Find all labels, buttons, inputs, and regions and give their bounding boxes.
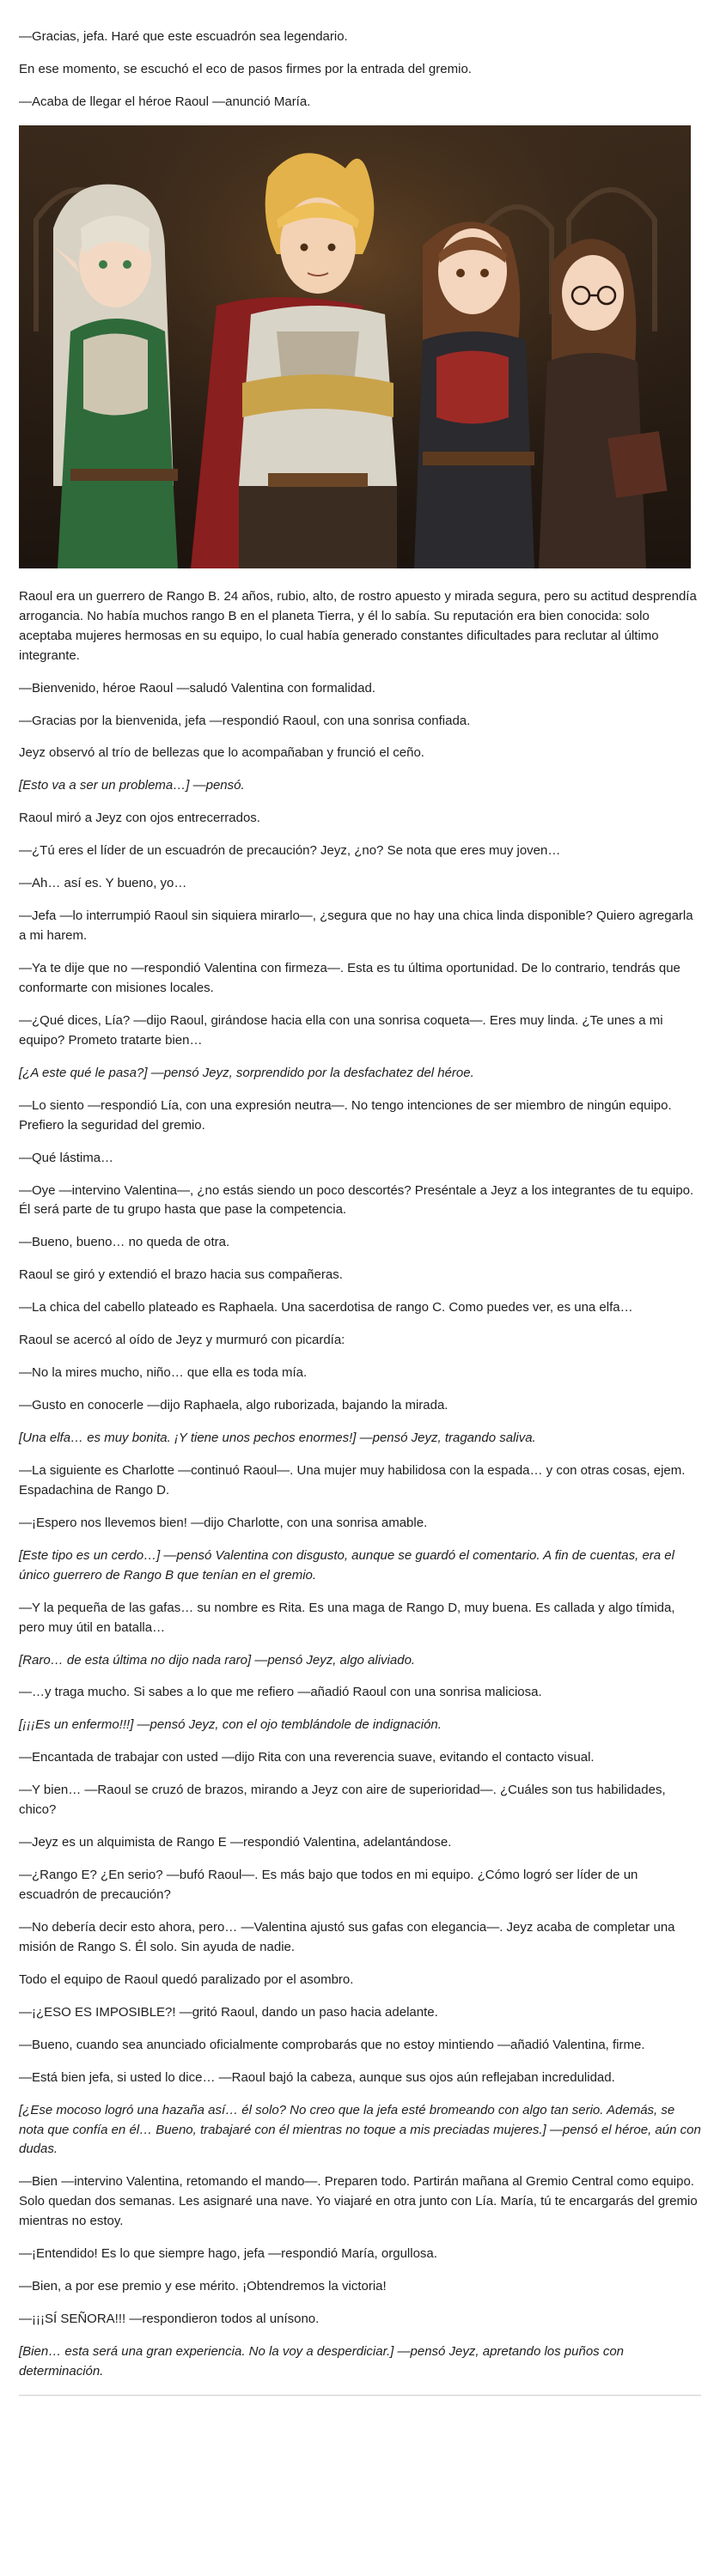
thought-paragraph: [¡¡¡Es un enfermo!!!] —pensó Jeyz, con el ojo temblándole de indignación. (19, 1717, 442, 1733)
paragraph: Raoul miró a Jeyz con ojos entrecerrados. (19, 811, 260, 826)
paragraph: —Está bien jefa, si usted lo dice… —Raoul bajó la cabeza, aunque sus ojos aún reflejaban incredulidad. (19, 2069, 615, 2085)
paragraph: —Bueno, bueno… no queda de otra. (19, 1235, 230, 1250)
paragraph: Todo el equipo de Raoul quedó paralizado por el asombro. (19, 1971, 354, 1987)
thought-paragraph: [Una elfa… es muy bonita. ¡Y tiene unos pechos enormes!] —pensó Jeyz, tragando saliva. (19, 1431, 536, 1445)
paragraph: —Gracias, jefa. Haré que este escuadrón sea legendario. (19, 29, 348, 44)
paragraph: Raoul era un guerrero de Rango B. 24 años, rubio, alto, de rostro apuesto y mirada segura, pero su actitud desprendía arrogancia. No había muchos rango B en el planeta Tierra, y él lo sabía. Su reputación era bien conocida: solo aceptaba mujeres hermosas en su equipo, lo cual había generado constantes dificultades para reclutar al último integrante. (19, 588, 697, 663)
paragraph: —Bien, a por ese premio y ese mérito. ¡Obtendremos la victoria! (19, 2279, 387, 2294)
paragraph: —¡Espero nos llevemos bien! —dijo Charlotte, con una sonrisa amable. (19, 1515, 428, 1530)
thought-paragraph: [Esto va a ser un problema…] —pensó. (19, 778, 245, 793)
paragraph: —¿Tú eres el líder de un escuadrón de precaución? Jeyz, ¿no? Se nota que eres muy joven… (19, 843, 561, 859)
anime-party-illustration-icon (19, 125, 691, 568)
thought-paragraph: [Este tipo es un cerdo…] —pensó Valentina con disgusto, aunque se guardó el comentario. A fin de cuentas, era el único guerrero de Rango B que tenían en el gremio. (19, 1547, 674, 1583)
paragraph: —…y traga mucho. Si sabes a lo que me refiero —añadió Raoul con una sonrisa maliciosa. (19, 1685, 542, 1700)
paragraph: En ese momento, se escuchó el eco de pasos firmes por la entrada del gremio. (19, 61, 472, 76)
paragraph: Raoul se acercó al oído de Jeyz y murmuró con picardía: (19, 1333, 345, 1348)
thought-paragraph: [¿Ese mocoso logró una hazaña así… él solo? No creo que la jefa esté bromeando con algo tan serio. Además, se nota que confía en él… Bueno, trabajaré con él mientras no toque a mis preciadas mujeres.] —pensó el héroe, aún con dudas. (19, 2102, 701, 2157)
paragraph: —Gusto en conocerle —dijo Raphaela, algo ruborizada, bajando la mirada. (19, 1398, 448, 1413)
paragraph: —No la mires mucho, niño… que ella es toda mía. (19, 1365, 308, 1381)
paragraph: —Encantada de trabajar con usted —dijo Rita con una reverencia suave, evitando el contacto visual. (19, 1750, 595, 1765)
paragraph: —Bienvenido, héroe Raoul —saludó Valentina con formalidad. (19, 680, 375, 696)
paragraph: —Ah… así es. Y bueno, yo… (19, 876, 187, 891)
paragraph: —Acaba de llegar el héroe Raoul —anunció María. (19, 94, 311, 109)
paragraph: —Qué lástima… (19, 1150, 114, 1165)
paragraph: —Y la pequeña de las gafas… su nombre es Rita. Es una maga de Rango D, muy buena. Es callada y algo tímida, pero muy útil en batalla… (19, 1600, 675, 1635)
paragraph: Jeyz observó al trío de bellezas que lo acompañaban y frunció el ceño. (19, 745, 424, 761)
story-body (19, 587, 701, 2382)
paragraph: —Bien —intervino Valentina, retomando el mando—. Preparen todo. Partirán mañana al Gremio Central como equipo. Solo quedan dos semanas. Les asignaré una nave. Yo viajaré en otra junto con Lía. María, tú te encargarás del gremio mientras no estoy. (19, 2174, 698, 2229)
paragraph: —La siguiente es Charlotte —continuó Raoul—. Una mujer muy habilidosa con la espada… y con otras cosas, ejem. Espadachina de Rango D. (19, 1462, 686, 1498)
paragraph: —Y bien… —Raoul se cruzó de brazos, mirando a Jeyz con aire de superioridad—. ¿Cuáles son tus habilidades, chico? (19, 1783, 666, 1818)
paragraph: —Bueno, cuando sea anunciado oficialmente comprobarás que no estoy mintiendo —añadió Valentina, firme. (19, 2037, 645, 2052)
party-illustration (19, 125, 691, 568)
paragraph: —¿Rango E? ¿En serio? —bufó Raoul—. Es más bajo que todos en mi equipo. ¿Cómo logró ser líder de un escuadrón de precaución? (19, 1868, 638, 1902)
paragraph: —¡¡¡SÍ SEÑORA!!! —respondieron todos al unísono. (19, 2312, 320, 2327)
paragraph: —¡Entendido! Es lo que siempre hago, jefa —respondió María, orgullosa. (19, 2246, 437, 2262)
paragraph: Raoul se giró y extendió el brazo hacia sus compañeras. (19, 1267, 343, 1283)
paragraph: —Gracias por la bienvenida, jefa —respondió Raoul, con una sonrisa confiada. (19, 713, 471, 728)
paragraph: —¡¿ESO ES IMPOSIBLE?! —gritó Raoul, dando un paso hacia adelante. (19, 2004, 438, 2020)
thought-paragraph: [Bien… esta será una gran experiencia. No la voy a desperdiciar.] —pensó Jeyz, apretando los puños con determinación. (19, 2344, 625, 2379)
paragraph: —Jefa —lo interrumpió Raoul sin siquiera mirarlo—, ¿segura que no hay una chica linda disponible? Quiero agregarla a mi harem. (19, 908, 693, 944)
paragraph: —¿Qué dices, Lía? —dijo Raoul, girándose hacia ella con una sonrisa coqueta—. Eres muy linda. ¿Te unes a mi equipo? Prometo tratarte bien… (19, 1012, 663, 1048)
thought-paragraph: [Raro… de esta última no dijo nada raro] —pensó Jeyz, algo aliviado. (19, 1652, 416, 1668)
paragraph: —Jeyz es un alquimista de Rango E —respondió Valentina, adelantándose. (19, 1835, 452, 1850)
chapter-page (19, 0, 701, 2396)
page-end-divider (19, 2395, 701, 2396)
paragraph: —Lo siento —respondió Lía, con una expresión neutra—. No tengo intenciones de ser miembro de ningún equipo. Prefiero la seguridad del gremio. (19, 1097, 672, 1133)
paragraph: —Oye —intervino Valentina—, ¿no estás siendo un poco descortés? Preséntale a Jeyz a los integrantes de tu equipo. Él será parte de tu grupo hasta que pase la competencia. (19, 1182, 694, 1218)
paragraph: —No debería decir esto ahora, pero… —Valentina ajustó sus gafas con elegancia—. Jeyz acaba de completar una misión de Rango S. Él solo. Sin ayuda de nadie. (19, 1919, 675, 1954)
thought-paragraph: [¿A este qué le pasa?] —pensó Jeyz, sorprendido por la desfachatez del héroe. (19, 1065, 474, 1080)
paragraph: —La chica del cabello plateado es Raphaela. Una sacerdotisa de rango C. Como puedes ver, es una elfa… (19, 1300, 633, 1315)
paragraph: —Ya te dije que no —respondió Valentina con firmeza—. Esta es tu última oportunidad. De lo contrario, tendrás que conformarte con misiones locales. (19, 961, 680, 995)
